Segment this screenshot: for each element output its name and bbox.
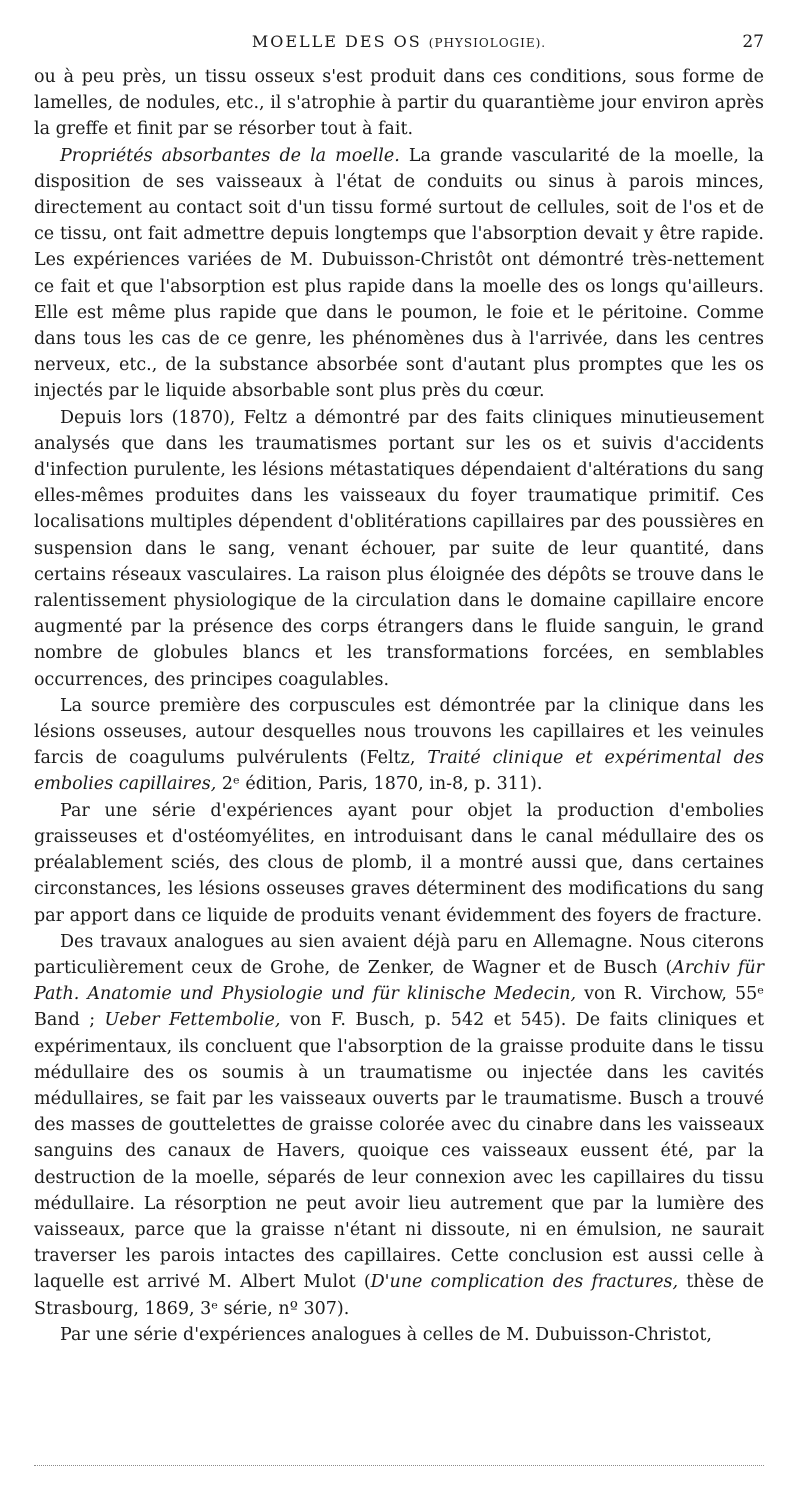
paragraph-4 xyxy=(34,693,764,798)
citation-title: Archiv für Path. Anatomie und Physiologie und für klinische Medecin, xyxy=(34,957,764,1005)
citation-title: Traité clinique et expérimental des embolies capillaires, xyxy=(34,748,764,795)
citation-title: Ueber Fettembolie, xyxy=(104,1010,281,1031)
paragraph-2 xyxy=(34,143,764,405)
section-lead: Propriétés absorbantes de la moelle. xyxy=(60,145,400,166)
paragraph-text: Par une série d'expériences ayant pour objet la production d'embolies graisseuses et d'ostéomyélites, en introduisant dans le canal médullaire des os préalablement sciés, des clous de plomb, il a montré aussi que, dans certaines circonstances, les lésions osseuses graves déterminent des modifications du sang par apport dans ce liquide de produits venant évidemment des foyers de fracture. xyxy=(34,800,764,926)
text-body xyxy=(34,64,764,1348)
running-header xyxy=(34,32,764,58)
paragraph-3 xyxy=(34,405,764,693)
paragraph-text: 2ᵉ édition, Paris, 1870, in-8, p. 311). xyxy=(216,774,543,795)
paragraph-6 xyxy=(34,929,764,1322)
paragraph-text: Depuis lors (1870), Feltz a démontré par des faits cliniques minutieusement analysés que dans les traumatismes portant sur les os et suivis d'accidents d'infection purulente, les lésions métastatiques dépendaient d'altérations du sang elles-mêmes produites dans les vaisseaux du foyer traumatique primitif. Ces localisations multiples dépendent d'oblitérations capillaires par des poussières en suspension dans le sang, venant échouer, par suite de leur quantité, dans certains réseaux vasculaires. La raison plus éloignée des dépôts se trouve dans le ralentissement physiologique de la circulation dans le domaine capillaire encore augmenté par la présence des corps étrangers dans le fluide sanguin, le grand nombre de globules blancs et les transformations forcées, en semblables occurrences, des principes coagulables. xyxy=(34,407,764,690)
paragraph-5 xyxy=(34,798,764,929)
paragraph-text: La source première des corpuscules est démontrée par la clinique dans les lésions osseuses, autour desquelles nous trouvons les capillaires et les veinules farcis de coagulums pulvérulents (Feltz, xyxy=(34,695,764,769)
running-title-section: (PHYSIOLOGIE). xyxy=(428,36,547,50)
paragraph-text: Des travaux analogues au sien avaient déjà paru en Allemagne. Nous citerons particulièrement ceux de Grohe, de Zenker, de Wagner et de Busch ( xyxy=(34,931,764,978)
footer-dotted-rule xyxy=(34,1465,764,1466)
paragraph-text: thèse de Strasbourg, 1869, 3ᵉ série, nº 307). xyxy=(34,1272,764,1319)
page xyxy=(34,32,764,1348)
paragraph-text: von R. Virchow, 55ᵉ Band ; xyxy=(34,984,765,1031)
paragraph-text: ou à peu près, un tissu osseux s'est produit dans ces conditions, sous forme de lamelles, de nodules, etc., il s'atrophie à partir du quarantième jour environ après la greffe et finit par se résorber tout à fait. xyxy=(34,67,764,140)
page-number: 27 xyxy=(742,32,764,52)
citation-title: D'une complication des fractures, xyxy=(370,1272,679,1293)
running-title xyxy=(252,32,546,51)
running-title-main: MOELLE DES OS xyxy=(251,32,422,51)
paragraph-7 xyxy=(34,1322,764,1348)
paragraph-1 xyxy=(34,64,764,143)
paragraph-text: La grande vascularité de la moelle, la disposition de ses vaisseaux à l'état de conduits ou sinus à parois minces, directement au contact soit d'un tissu formé surtout de cellules, soit de l'os et de ce tissu, ont fait admettre depuis longtemps que l'absorption devait y être rapide. Les expériences variées de M. Dubuisson-Christôt ont démontré très-nettement ce fait et que l'absorption est plus rapide dans la moelle des os longs qu'ailleurs. Elle est même plus rapide que dans le poumon, le foie et le péritoine. Comme dans tous les cas de ce genre, les phénomènes dus à l'arrivée, dans les centres nerveux, etc., de la substance absorbée sont d'autant plus promptes que les os injectés par le liquide absorbable sont plus près du cœur. xyxy=(34,145,764,402)
paragraph-text: Par une série d'expériences analogues à celles de M. Dubuisson-Christot, xyxy=(60,1324,712,1345)
paragraph-text: von F. Busch, p. 542 et 545). De faits cliniques et expérimentaux, ils concluent que l'absorption de la graisse produite dans le tissu médullaire des os soumis à un traumatisme ou injectée dans les cavités médullaires, se fait par les vaisseaux ouverts par le traumatisme. Busch a trouvé des masses de gouttelettes de graisse colorée avec du cinabre dans les vaisseaux sanguins des canaux de Havers, quoique ces vaisseaux eussent été, par la destruction de la moelle, séparés de leur connexion avec les capillaires du tissu médullaire. La résorption ne peut avoir lieu autrement que par la lumière des vaisseaux, parce que la graisse n'étant ni dissoute, ni en émulsion, ne saurait traverser les parois intactes des capillaires. Cette conclusion est aussi celle à laquelle est arrivé M. Albert Mulot ( xyxy=(34,1010,764,1293)
